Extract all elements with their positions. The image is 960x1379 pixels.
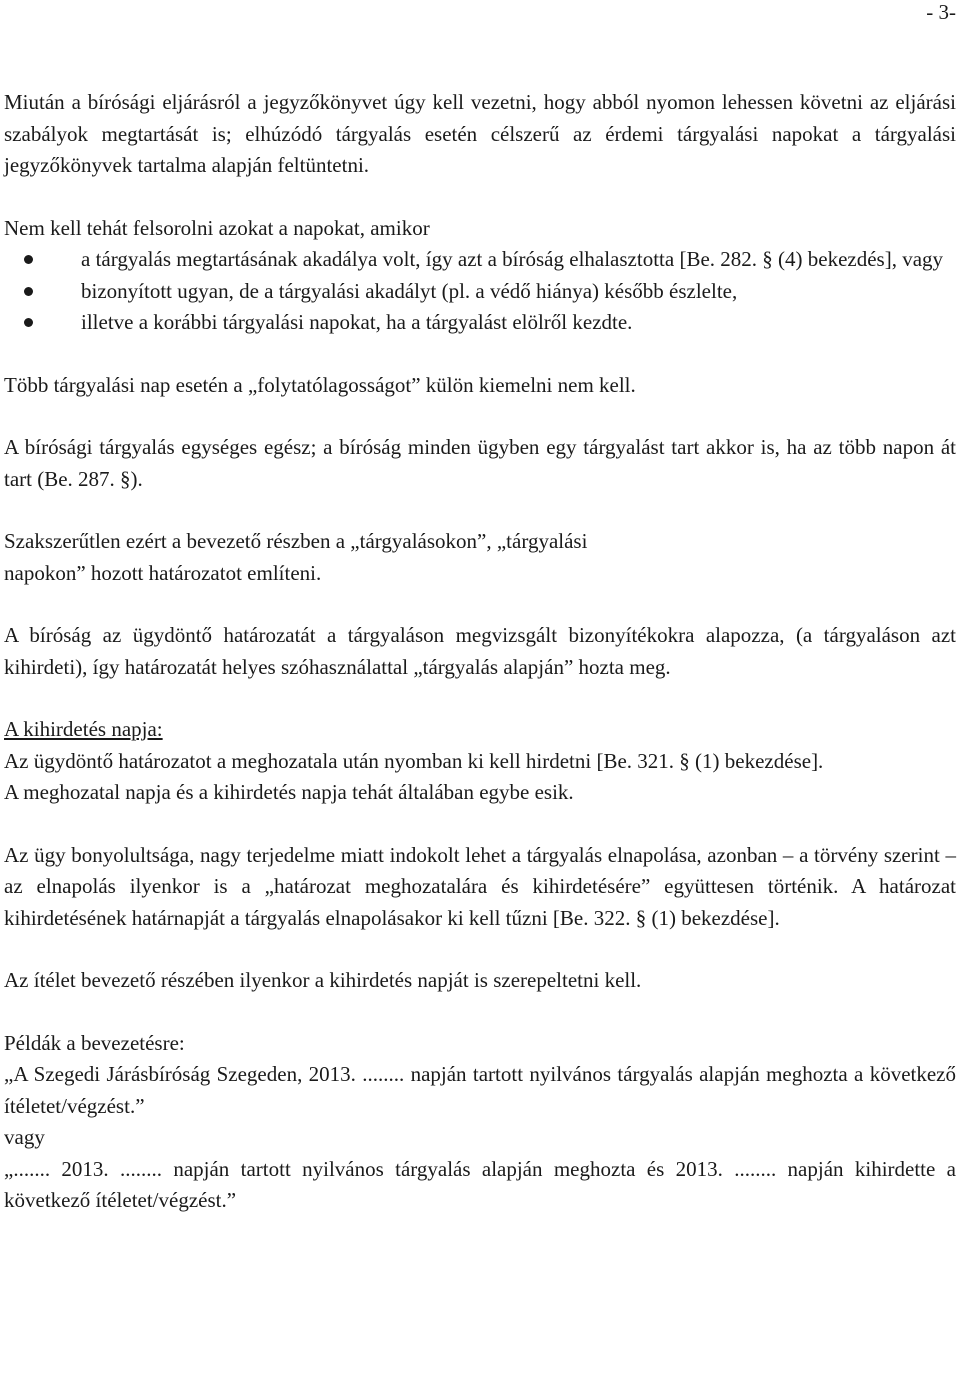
bullet-list [4,244,956,339]
or-word: vagy [4,1125,45,1149]
example-two: „....... 2013. ........ napján tartott nyilvános tárgyalás alapján meghozta és 2013. ........ napján kihirdette a következő ítéletet/végzést.” [4,1156,956,1212]
paragraph-adjournment: Az ügy bonyolultsága, nagy terjedelme miatt indokolt lehet a tárgyalás elnapolása, azonban – a törvény szerint – az elnapolás ilyenkor is a „határozat meghozatalára és kihirdetésére” együttesen történik. A határozat kihirdetésének határnapját a tárgyalás elnapolásakor ki kell tűzni [Be. 322. § (1) bekezdése]. [4,842,956,930]
example-one: „A Szegedi Járásbíróság Szegeden, 2013. ........ napján tartott nyilvános tárgyalás alapján meghozta a következő ítéletet/végzést.” [4,1062,956,1118]
list-item: a tárgyalás megtartásának akadálya volt, így azt a bíróság elhalasztotta [Be. 282. § (4) bekezdés], vagy [81,244,956,276]
list-item: bizonyított ugyan, de a tárgyalási akadályt (pl. a védő hiánya) később észlelte, [81,276,956,308]
list-item: illetve a korábbi tárgyalási napokat, ha a tárgyalást elölről kezdte. [81,307,956,339]
paragraph-unprofessional: Szakszerűtlen ezért a bevezető részben a „tárgyalásokon”, „tárgyalási napokon” hozott határozatot említeni. [4,529,588,585]
paragraph-continuity: Több tárgyalási nap esetén a „folytatólagosságot” külön kiemelni nem kell. [4,372,636,397]
paragraph-include-date: Az ítélet bevezető részében ilyenkor a kihirdetés napját is szerepeltetni kell. [4,968,642,992]
paragraph-announce-immediately: Az ügydöntő határozatot a meghozatala után nyomban ki kell hirdetni [Be. 321. § (1) bekezdése]. [4,748,824,773]
heading-announcement-date: A kihirdetés napja: [4,717,163,741]
paragraph-not-list-intro: Nem kell tehát felsorolni azokat a napokat, amikor [4,215,430,240]
examples-heading: Példák a bevezetésre: [4,1030,185,1055]
paragraph-decision-basis: A bíróság az ügydöntő határozatát a tárgyaláson megvizsgált bizonyítékokra alapozza, (a tárgyaláson azt kihirdeti), így határozatát helyes szóhasználattal „tárgyalás alapján” hozta meg. [4,623,956,679]
paragraph-unified-trial: A bírósági tárgyalás egységes egész; a bíróság minden ügyben egy tárgyalást tart akkor is, ha az több napon át tart (Be. 287. §). [4,435,956,491]
document-page [4,0,956,1217]
page-number: - 3- [926,0,956,24]
paragraph-minutes: Miután a bírósági eljárásról a jegyzőkönyvet úgy kell vezetni, hogy abból nyomon lehessen követni az eljárási szabályok megtartását is; elhúzódó tárgyalás esetén célszerű az érdemi tárgyalási napokat a tárgyalási jegyzőkönyvek tartalma alapján feltüntetni. [4,90,956,177]
paragraph-same-day: A meghozatal napja és a kihirdetés napja tehát általában egybe esik. [4,780,574,804]
